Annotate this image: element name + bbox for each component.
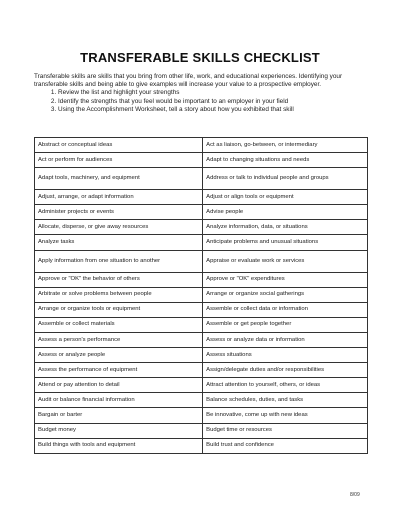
skill-cell: Be innovative, come up with new ideas bbox=[203, 408, 368, 423]
skill-cell: Adapt to changing situations and needs bbox=[203, 153, 368, 168]
table-row bbox=[35, 317, 368, 332]
skill-cell: Arrange or organize social gatherings bbox=[203, 287, 368, 302]
skill-cell: Administer projects or events bbox=[35, 205, 203, 220]
skill-cell: Approve or "OK" expenditures bbox=[203, 272, 368, 287]
skill-cell: Audit or balance financial information bbox=[35, 393, 203, 408]
table-row bbox=[35, 348, 368, 363]
table-row bbox=[35, 438, 368, 453]
intro-section bbox=[34, 73, 369, 114]
skill-cell: Adjust, arrange, or adapt information bbox=[35, 190, 203, 205]
skill-cell: Assign/delegate duties and/or responsibilities bbox=[203, 363, 368, 378]
skill-cell: Budget time or resources bbox=[203, 423, 368, 438]
table-row bbox=[35, 205, 368, 220]
skill-cell: Arrange or organize tools or equipment bbox=[35, 302, 203, 317]
table-row bbox=[35, 272, 368, 287]
page-title: TRANSFERABLE SKILLS CHECKLIST bbox=[80, 50, 320, 65]
table-row bbox=[35, 393, 368, 408]
skill-cell: Build things with tools and equipment bbox=[35, 438, 203, 453]
step-item: 3. Using the Accomplishment Worksheet, tell a story about how you exhibited that skill bbox=[58, 106, 369, 114]
skill-cell: Attend or pay attention to detail bbox=[35, 378, 203, 393]
skill-cell: Bargain or barter bbox=[35, 408, 203, 423]
step-item: 2. Identify the strengths that you feel would be important to an employer in your field bbox=[58, 98, 369, 106]
skill-cell: Assemble or collect data or information bbox=[203, 302, 368, 317]
table-row bbox=[35, 190, 368, 205]
skill-cell: Analyze information, data, or situations bbox=[203, 220, 368, 235]
skill-cell: Assemble or collect materials bbox=[35, 317, 203, 332]
table-row bbox=[35, 378, 368, 393]
table-row bbox=[35, 220, 368, 235]
table-row bbox=[35, 408, 368, 423]
skill-cell: Address or talk to individual people and groups bbox=[203, 168, 368, 190]
skill-cell: Assess or analyze people bbox=[35, 348, 203, 363]
skill-cell: Adjust or align tools or equipment bbox=[203, 190, 368, 205]
table-row bbox=[35, 168, 368, 190]
skill-cell: Advise people bbox=[203, 205, 368, 220]
skill-cell: Arbitrate or solve problems between people bbox=[35, 287, 203, 302]
table-row bbox=[35, 153, 368, 168]
skill-cell: Apply information from one situation to another bbox=[35, 250, 203, 272]
table-row bbox=[35, 250, 368, 272]
skill-cell: Anticipate problems and unusual situations bbox=[203, 235, 368, 250]
skill-cell: Approve or "OK" the behavior of others bbox=[35, 272, 203, 287]
skill-cell: Budget money bbox=[35, 423, 203, 438]
skill-cell: Analyze tasks bbox=[35, 235, 203, 250]
table-row bbox=[35, 332, 368, 347]
table-row bbox=[35, 423, 368, 438]
intro-paragraph: Transferable skills are skills that you bring from other life, work, and educational experiences. Identifying your transferable skills and being able to give examples will increase your value to a prospective employer. bbox=[34, 73, 343, 89]
footer-date: 8/09 bbox=[350, 492, 360, 498]
instruction-steps bbox=[34, 89, 369, 114]
skill-cell: Assess or analyze data or information bbox=[203, 332, 368, 347]
table-row bbox=[35, 235, 368, 250]
skill-cell: Act as liaison, go-between, or intermediary bbox=[203, 138, 368, 153]
skill-cell: Attract attention to yourself, others, or ideas bbox=[203, 378, 368, 393]
table-row bbox=[35, 138, 368, 153]
skill-cell: Adapt tools, machinery, and equipment bbox=[35, 168, 203, 190]
skill-cell: Assemble or get people together bbox=[203, 317, 368, 332]
skill-cell: Build trust and confidence bbox=[203, 438, 368, 453]
skill-cell: Allocate, disperse, or give away resources bbox=[35, 220, 203, 235]
skill-cell: Assess situations bbox=[203, 348, 368, 363]
skill-cell: Act or perform for audiences bbox=[35, 153, 203, 168]
table-row bbox=[35, 287, 368, 302]
skill-cell: Appraise or evaluate work or services bbox=[203, 250, 368, 272]
skill-cell: Balance schedules, duties, and tasks bbox=[203, 393, 368, 408]
skill-cell: Assess the performance of equipment bbox=[35, 363, 203, 378]
skill-cell: Assess a person's performance bbox=[35, 332, 203, 347]
table-row bbox=[35, 363, 368, 378]
table-row bbox=[35, 302, 368, 317]
step-item: 1. Review the list and highlight your strengths bbox=[58, 89, 369, 97]
skills-table bbox=[34, 137, 368, 454]
skill-cell: Abstract or conceptual ideas bbox=[35, 138, 203, 153]
